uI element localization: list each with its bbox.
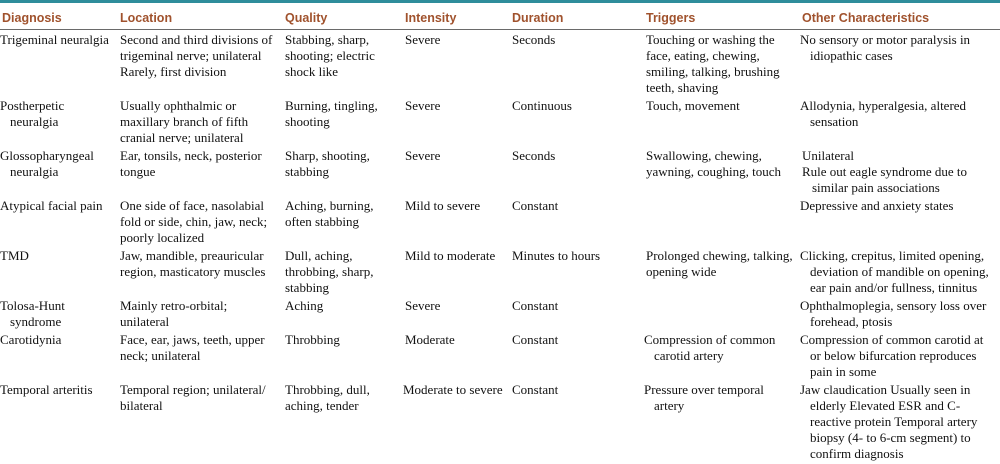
header-intensity: Intensity xyxy=(403,5,510,30)
cell-other: Depressive and anxiety states xyxy=(800,198,954,213)
cell-triggers: Compression of common carotid artery xyxy=(644,332,776,363)
table-row xyxy=(0,382,1000,464)
cell-intensity: Severe xyxy=(405,32,441,47)
cell-duration: Constant xyxy=(512,198,559,213)
cell-triggers: Swallowing, chewing, yawning, coughing, touch xyxy=(646,148,782,179)
cell-other-text: Unilateral xyxy=(802,148,854,163)
cell-diagnosis: TMD xyxy=(0,248,29,263)
header-quality: Quality xyxy=(283,5,403,30)
cell-diagnosis: Temporal arteritis xyxy=(0,382,93,397)
cell-quality: Burning, tingling, shooting xyxy=(285,98,378,129)
cell-intensity: Mild to moderate xyxy=(405,248,496,263)
cell-duration: Seconds xyxy=(512,32,556,47)
cell-intensity: Severe xyxy=(405,148,441,163)
cell-location-extra: Rarely, first division xyxy=(120,64,227,79)
table-row xyxy=(0,332,1000,382)
cell-triggers: Prolonged chewing, talking, opening wide xyxy=(646,248,793,279)
table-row xyxy=(0,148,1000,198)
header-location: Location xyxy=(118,5,283,30)
cell-location: Mainly retro-orbital; unilateral xyxy=(120,298,228,329)
header-other: Other Characteristics xyxy=(800,5,1000,30)
cell-other: No sensory or motor paralysis in idiopathic cases xyxy=(800,32,971,63)
cell-duration: Constant xyxy=(512,382,559,397)
cell-intensity: Severe xyxy=(405,298,441,313)
header-diagnosis: Diagnosis xyxy=(0,5,118,30)
cell-quality: Aching, burning, often stabbing xyxy=(285,198,374,229)
cell-location xyxy=(118,30,283,99)
cell-triggers xyxy=(644,198,800,248)
cell-duration: Minutes to hours xyxy=(512,248,601,263)
cell-duration: Seconds xyxy=(512,148,556,163)
cell-other: Ophthalmoplegia, sensory loss over forehead, ptosis xyxy=(800,298,987,329)
header-duration: Duration xyxy=(510,5,644,30)
cell-duration: Continuous xyxy=(512,98,572,113)
cell-quality: Sharp, shooting, stabbing xyxy=(285,148,370,179)
cell-intensity: Mild to severe xyxy=(405,198,481,213)
cell-other: Jaw claudication Usually seen in elderly Elevated ESR and C-reactive protein Temporal artery biopsy (4- to 6-cm segment) to confirm diagnosis xyxy=(800,382,978,461)
cell-quality: Throbbing, dull, aching, tender xyxy=(285,382,370,413)
cell-location: Usually ophthalmic or maxillary branch of fifth cranial nerve; unilateral xyxy=(120,98,249,145)
cell-quality: Aching xyxy=(285,298,324,313)
cell-location: Temporal region; unilateral/ bilateral xyxy=(120,382,266,413)
cell-other-extra: Rule out eagle syndrome due to similar pain associations xyxy=(802,164,967,195)
cell-intensity: Moderate to severe xyxy=(403,382,503,397)
cell-diagnosis: Trigeminal neuralgia xyxy=(0,32,109,47)
cell-other xyxy=(800,148,1000,198)
cell-location: Jaw, mandible, preauricular region, masticatory muscles xyxy=(120,248,266,279)
table-row xyxy=(0,298,1000,332)
table-row xyxy=(0,248,1000,298)
cell-quality: Stabbing, sharp, shooting; electric shock like xyxy=(285,32,375,79)
header-row xyxy=(0,5,1000,30)
table-row xyxy=(0,198,1000,248)
facial-pain-table xyxy=(0,5,1000,464)
cell-duration: Constant xyxy=(512,298,559,313)
cell-quality: Throbbing xyxy=(285,332,340,347)
top-rule xyxy=(0,0,1000,3)
cell-duration: Constant xyxy=(512,332,559,347)
cell-quality: Dull, aching, throbbing, sharp, stabbing xyxy=(285,248,374,295)
cell-intensity: Severe xyxy=(405,98,441,113)
header-triggers: Triggers xyxy=(644,5,800,30)
cell-location: Face, ear, jaws, teeth, upper neck; unilateral xyxy=(120,332,265,363)
cell-diagnosis: Carotidynia xyxy=(0,332,62,347)
cell-location: One side of face, nasolabial fold or side, chin, jaw, neck; poorly localized xyxy=(120,198,268,245)
cell-triggers: Touch, movement xyxy=(646,98,740,113)
cell-other: Clicking, crepitus, limited opening, deviation of mandible on opening, ear pain and/or fullness, tinnitus xyxy=(800,248,989,295)
cell-diagnosis: Postherpetic neuralgia xyxy=(0,98,65,129)
cell-intensity: Moderate xyxy=(405,332,455,347)
cell-triggers: Pressure over temporal artery xyxy=(644,382,764,413)
cell-diagnosis: Tolosa-Hunt syndrome xyxy=(0,298,65,329)
cell-diagnosis: Atypical facial pain xyxy=(0,198,103,213)
cell-other: Allodynia, hyperalgesia, altered sensation xyxy=(800,98,967,129)
cell-location-text: Second and third divisions of trigeminal nerve; unilateral xyxy=(120,32,273,63)
table-row xyxy=(0,98,1000,148)
cell-diagnosis: Glossopharyngeal neuralgia xyxy=(0,148,94,179)
cell-triggers xyxy=(644,298,800,332)
cell-other: Compression of common carotid at or below bifurcation reproduces pain in some xyxy=(800,332,984,379)
cell-triggers: Touching or washing the face, eating, chewing, smiling, talking, brushing teeth, shaving xyxy=(646,32,780,95)
table-row xyxy=(0,30,1000,99)
cell-location: Ear, tonsils, neck, posterior tongue xyxy=(120,148,262,179)
